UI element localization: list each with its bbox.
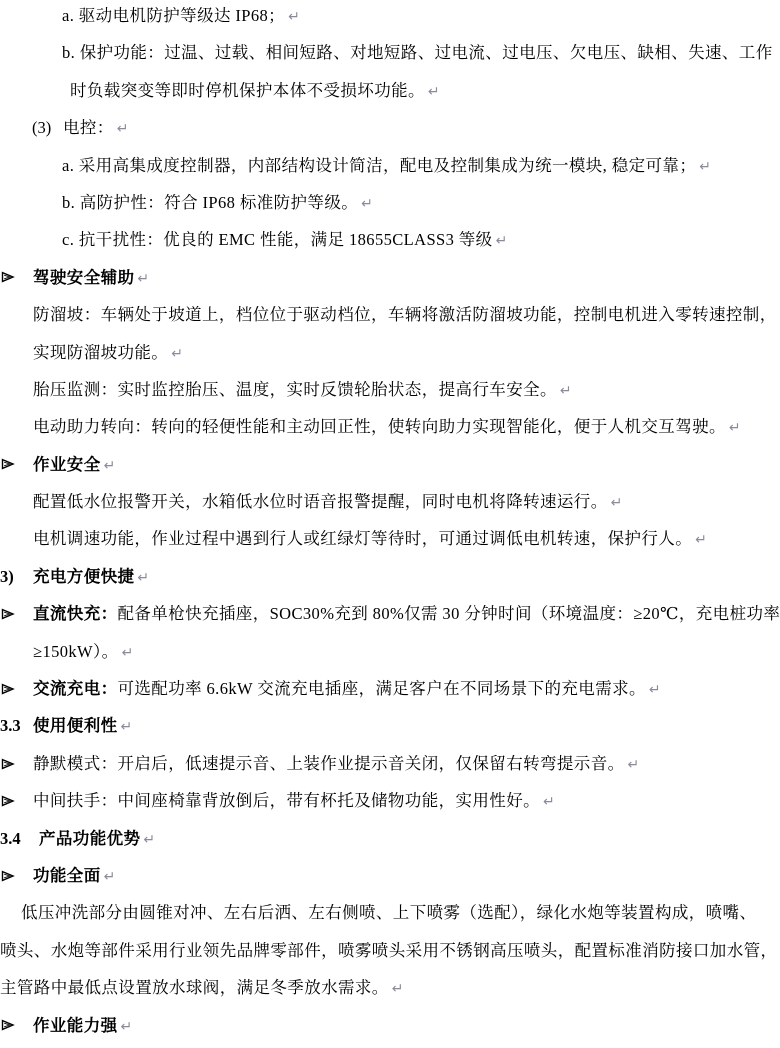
paragraph-mark-icon: ↵ bbox=[559, 382, 572, 399]
text-line bbox=[0, 969, 780, 1006]
numbered-line bbox=[0, 820, 780, 857]
paragraph-mark-icon: ↵ bbox=[728, 420, 741, 437]
text-run: 可选配功率 6.6kW 交流充电插座，满足客户在不同场景下的充电需求。 bbox=[117, 679, 646, 699]
text-run: 配置低水位报警开关，水箱低水位时语音报警提醒，同时电机将降转速运行。 bbox=[33, 492, 608, 512]
text-run: 电控： bbox=[63, 118, 114, 138]
text-line bbox=[0, 894, 780, 931]
list-number: 3.4 bbox=[0, 828, 21, 848]
text-run: 配备单枪快充插座，SOC30%充到 80%仅需 30 分钟时间（环境温度：≥20℃，充电桩功率 bbox=[117, 604, 780, 624]
bullet-line bbox=[0, 259, 780, 296]
bullet-line bbox=[0, 670, 780, 707]
text-run: 低压冲洗部分由圆锥对冲、左右后洒、左右侧喷、上下喷雾（选配），绿化水炮等装置构成，喷嘴、 bbox=[21, 903, 757, 923]
text-run: 中间扶手：中间座椅靠背放倒后，带有杯托及储物功能，实用性好。 bbox=[33, 791, 540, 811]
paragraph-mark-icon: ↵ bbox=[391, 981, 404, 998]
list-arrow-icon bbox=[1, 608, 15, 620]
bullet-line bbox=[0, 446, 780, 483]
text-line bbox=[0, 334, 780, 371]
list-arrow-icon bbox=[1, 683, 15, 695]
text-run: 作业安全 bbox=[33, 454, 101, 474]
text-line bbox=[0, 34, 780, 71]
bullet-line bbox=[0, 1007, 780, 1044]
bullet-line bbox=[0, 857, 780, 894]
list-arrow-icon bbox=[1, 758, 15, 770]
list-arrow-icon bbox=[1, 458, 15, 470]
paragraph-mark-icon: ↵ bbox=[121, 644, 134, 661]
text-line bbox=[0, 147, 780, 184]
paragraph-mark-icon: ↵ bbox=[137, 270, 150, 287]
text-run: 作业能力强 bbox=[33, 1015, 118, 1035]
text-run: 防溜坡：车辆处于坡道上，档位位于驱动档位，车辆将激活防溜坡功能，控制电机进入零转速控制， bbox=[33, 305, 777, 325]
list-arrow-icon bbox=[1, 1019, 15, 1031]
text-line bbox=[0, 0, 780, 34]
paragraph-mark-icon: ↵ bbox=[143, 831, 156, 848]
paragraph-mark-icon: ↵ bbox=[120, 719, 133, 736]
text-run: 胎压监测：实时监控胎压、温度，实时反馈轮胎状态，提高行车安全。 bbox=[33, 379, 557, 399]
text-run: 充电方便快捷 bbox=[33, 566, 135, 586]
text-line bbox=[0, 371, 780, 408]
paragraph-mark-icon: ↵ bbox=[495, 233, 508, 250]
list-number: (3) bbox=[32, 118, 52, 138]
paragraph-mark-icon: ↵ bbox=[116, 121, 129, 138]
paragraph-mark-icon: ↵ bbox=[648, 682, 661, 699]
text-run: 产品功能优势 bbox=[39, 828, 141, 848]
paragraph-mark-icon: ↵ bbox=[103, 868, 116, 885]
text-run: b. 高防护性：符合 IP68 标准防护等级。 bbox=[62, 192, 359, 212]
text-run: 静默模式：开启后，低速提示音、上装作业提示音关闭，仅保留右转弯提示音。 bbox=[33, 753, 625, 773]
paragraph-mark-icon: ↵ bbox=[137, 569, 150, 586]
paragraph-mark-icon: ↵ bbox=[171, 345, 183, 362]
text-run: ≥150kW）。 bbox=[33, 641, 119, 661]
text-line bbox=[0, 408, 780, 445]
text-run: 电动助力转向：转向的轻便性能和主动回正性，使转向助力实现智能化，便于人机交互驾驶。 bbox=[33, 417, 726, 437]
text-run: 实现防溜坡功能。 bbox=[33, 342, 169, 362]
bullet-line bbox=[0, 595, 780, 632]
bullet-line bbox=[0, 782, 780, 819]
paragraph-mark-icon: ↵ bbox=[427, 83, 440, 100]
text-line bbox=[0, 520, 780, 557]
text-line bbox=[0, 633, 780, 670]
paragraph-mark-icon: ↵ bbox=[627, 756, 640, 773]
text-run: a. 驱动电机防护等级达 IP68； bbox=[62, 6, 286, 25]
text-run: 电机调速功能，作业过程中遇到行人或红绿灯等待时，可通过调低电机转速，保护行人。 bbox=[33, 529, 693, 549]
text-line bbox=[0, 296, 780, 333]
paragraph-mark-icon: ↵ bbox=[610, 495, 623, 512]
paragraph-mark-icon: ↵ bbox=[288, 9, 300, 25]
text-run: a. 采用高集成度控制器，内部结构设计简洁，配电及控制集成为统一模块, 稳定可靠； bbox=[62, 155, 697, 175]
list-arrow-icon bbox=[1, 795, 15, 807]
text-run: 交流充电： bbox=[33, 679, 118, 699]
text-run: c. 抗干扰性：优良的 EMC 性能，满足 18655CLASS3 等级 bbox=[62, 230, 493, 250]
text-run: b. 保护功能：过温、过载、相间短路、对地短路、过电流、过电压、欠电压、缺相、失速、工作 bbox=[62, 43, 773, 63]
paragraph-mark-icon: ↵ bbox=[543, 794, 555, 811]
text-run: 喷头、水炮等部件采用行业领先品牌零部件，喷雾喷头采用不锈钢高压喷头，配置标准消防接口加水管， bbox=[0, 940, 778, 960]
paragraph-mark-icon: ↵ bbox=[695, 532, 707, 549]
text-run: 功能全面 bbox=[33, 865, 101, 885]
list-arrow-icon bbox=[1, 870, 15, 882]
list-number: 3) bbox=[0, 566, 14, 586]
text-line bbox=[0, 184, 780, 221]
text-line bbox=[0, 483, 780, 520]
paragraph-mark-icon: ↵ bbox=[120, 1018, 133, 1035]
paragraph-mark-icon: ↵ bbox=[361, 195, 373, 212]
list-number: 3.3 bbox=[0, 716, 21, 736]
bullet-line bbox=[0, 745, 780, 782]
text-run: 直流快充： bbox=[33, 604, 118, 624]
numbered-line bbox=[0, 707, 780, 744]
text-line bbox=[0, 221, 780, 258]
numbered-line bbox=[0, 109, 780, 146]
paragraph-mark-icon: ↵ bbox=[699, 158, 711, 175]
text-run: 驾驶安全辅助 bbox=[33, 267, 135, 287]
text-run: 时负载突变等即时停机保护本体不受损坏功能。 bbox=[70, 80, 425, 100]
text-run: 主管路中最低点设置放水球阀，满足冬季放水需求。 bbox=[0, 978, 389, 998]
text-line bbox=[0, 932, 780, 969]
numbered-line bbox=[0, 558, 780, 595]
list-arrow-icon bbox=[1, 271, 15, 283]
text-run: 使用便利性 bbox=[33, 716, 118, 736]
text-line bbox=[0, 72, 780, 109]
paragraph-mark-icon: ↵ bbox=[103, 457, 116, 474]
